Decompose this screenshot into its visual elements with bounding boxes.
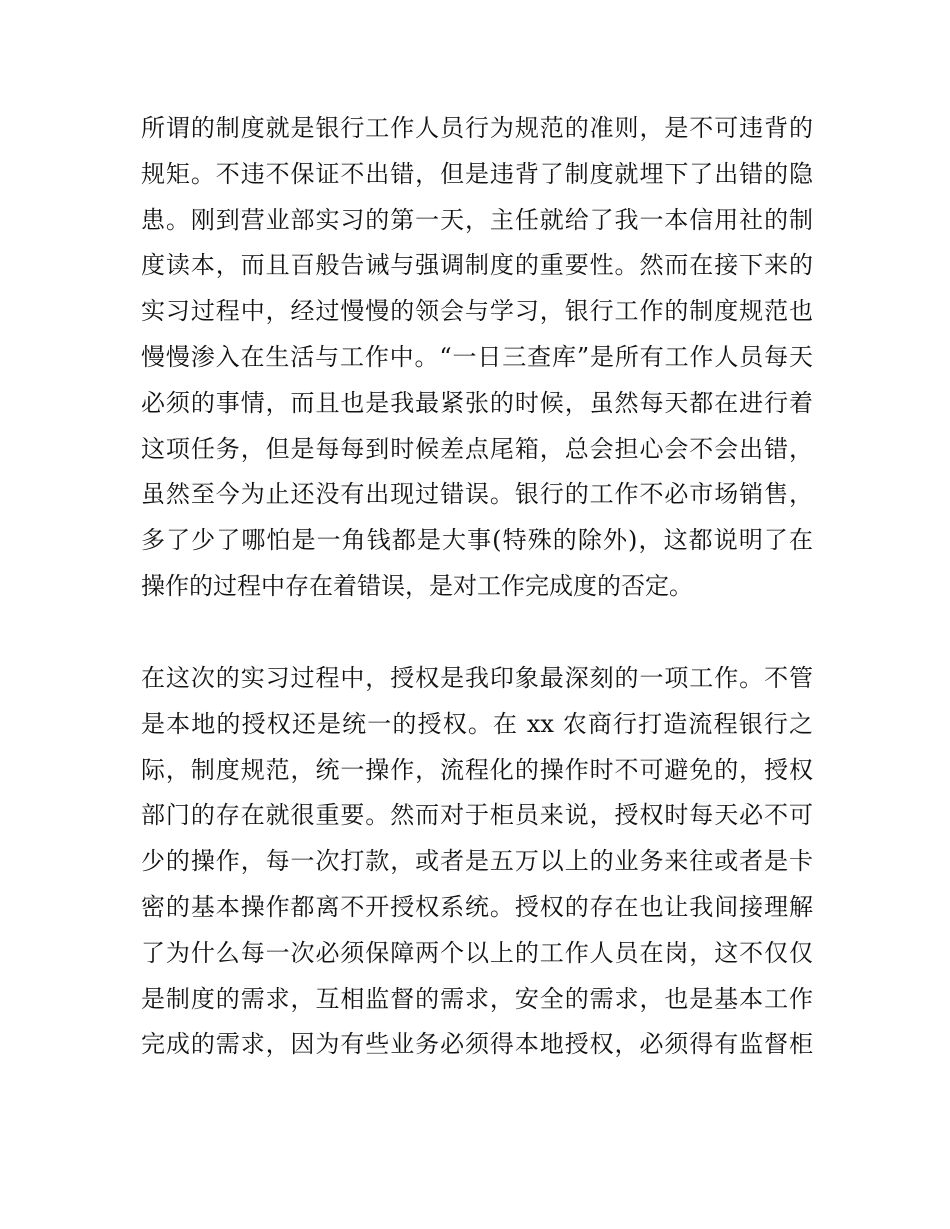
text-line: 必须的事情，而且也是我最紧张的时候，虽然每天都在进行着 [141, 388, 813, 417]
text-line: 规矩。不违不保证不出错，但是违背了制度就埋下了出错的隐 [141, 159, 813, 188]
text-line: 完成的需求，因为有些业务必须得本地授权，必须得有监督柜 [141, 1030, 813, 1059]
text-line: 所谓的制度就是银行工作人员行为规范的准则，是不可违背的 [141, 114, 813, 142]
text-line: 患。刚到营业部实习的第一天，主任就给了我一本信用社的制 [141, 205, 813, 234]
text-line: 了为什么每一次必须保障两个以上的工作人员在岗，这不仅仅 [141, 938, 813, 967]
text-line: 密的基本操作都离不开授权系统。授权的存在也让我间接理解 [141, 892, 813, 921]
text-line: 慢慢渗入在生活与工作中。“一日三查库”是所有工作人员每天 [141, 342, 813, 371]
text-line: 这项任务，但是每每到时候差点尾箱，总会担心会不会出错， [141, 434, 813, 463]
text-line: 多了少了哪怕是一角钱都是大事(特殊的除外)，这都说明了在 [141, 526, 813, 555]
text-line: 部门的存在就很重要。然而对于柜员来说，授权时每天必不可 [141, 801, 813, 830]
text-line: 少的操作，每一次打款，或者是五万以上的业务来往或者是卡 [141, 847, 813, 876]
text-line: 际，制度规范，统一操作，流程化的操作时不可避免的，授权 [141, 755, 813, 784]
text-line: 度读本，而且百般告诫与强调制度的重要性。然而在接下来的 [141, 251, 813, 280]
text-line: 实习过程中，经过慢慢的领会与学习，银行工作的制度规范也 [141, 297, 813, 326]
text-line: 是制度的需求，互相监督的需求，安全的需求，也是基本工作 [141, 984, 813, 1013]
text-line: 在这次的实习过程中，授权是我印象最深刻的一项工作。不管 [141, 664, 813, 692]
text-line: 是本地的授权还是统一的授权。在 xx 农商行打造流程银行之 [141, 709, 813, 738]
paragraph-regulations [141, 106, 813, 610]
text-line: 虽然至今为止还没有出现过错误。银行的工作不必市场销售， [141, 480, 813, 509]
paragraph-authorization [141, 656, 813, 1068]
text-line: 操作的过程中存在着错误，是对工作完成度的否定。 [141, 571, 693, 600]
